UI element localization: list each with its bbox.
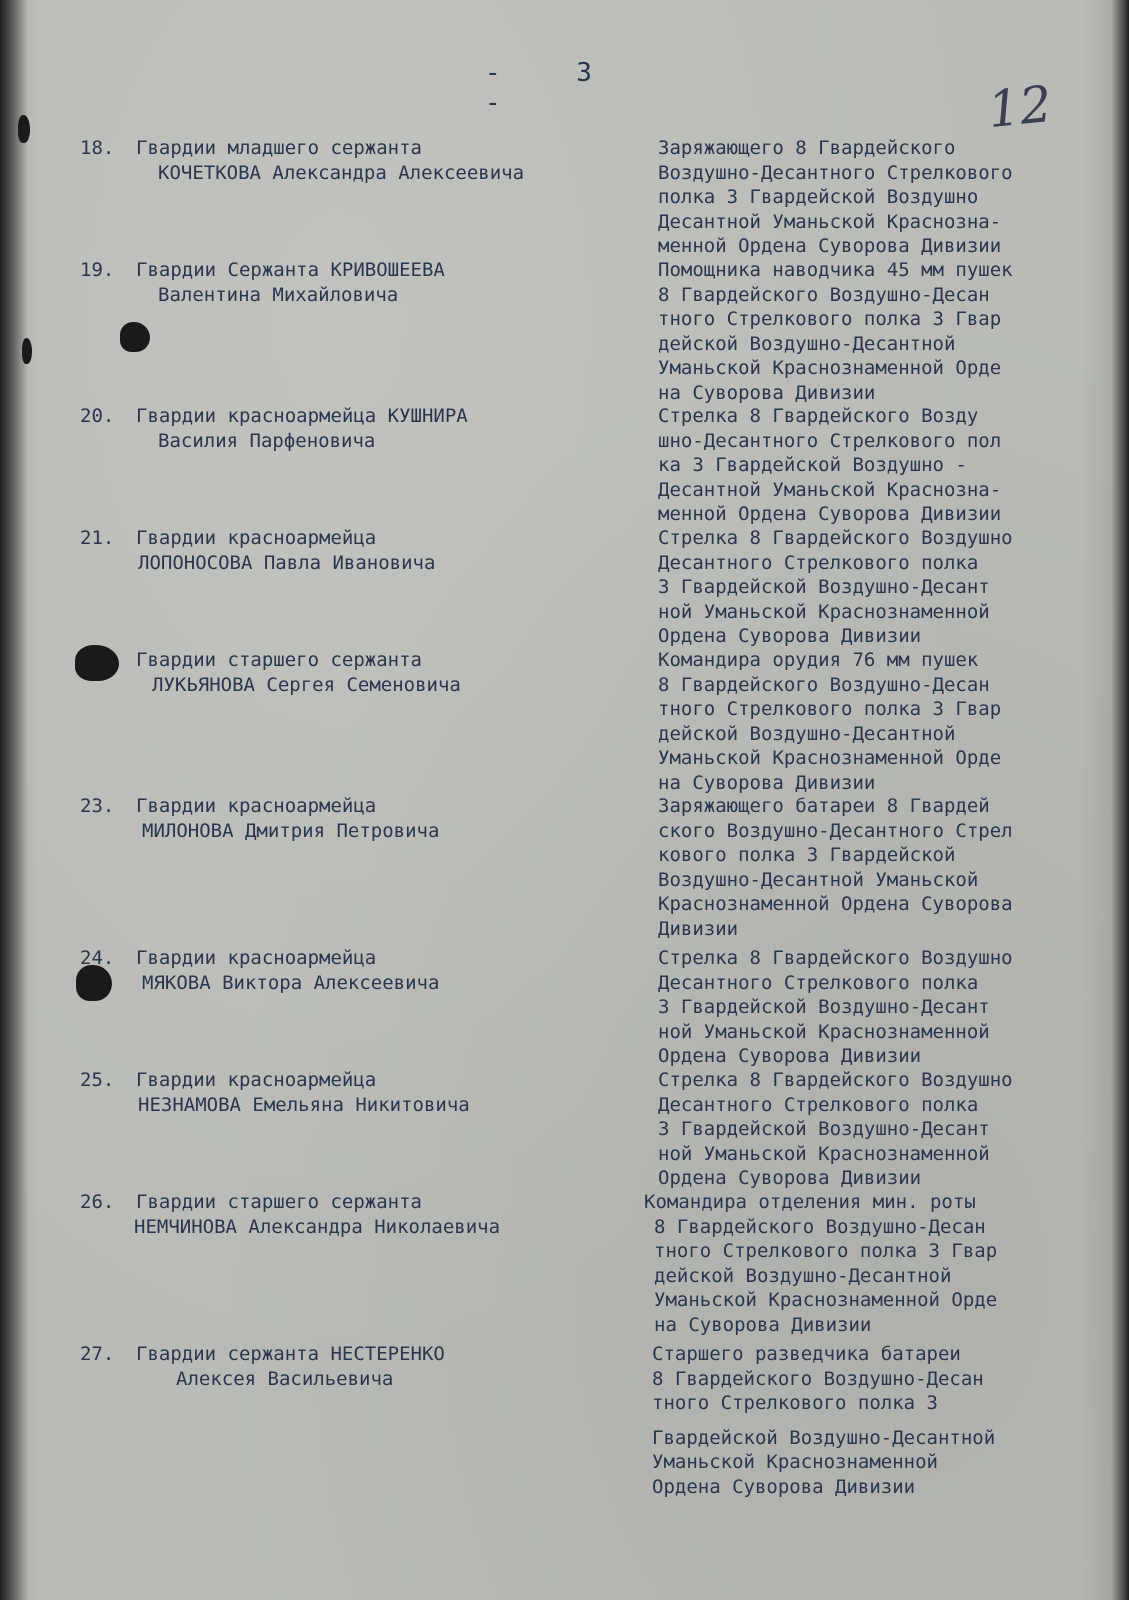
recipient-block (80, 1068, 640, 1118)
position-line: Десантной Уманьской Краснозна- (658, 478, 1002, 501)
position-description (658, 1068, 1118, 1191)
position-line: Заряжающего батареи 8 Гвардей (658, 795, 990, 817)
page-number: - 3 - (485, 58, 622, 118)
position-description (652, 1342, 1112, 1499)
position-line: дейской Воздушно-Десантной (658, 722, 956, 745)
position-line: на Суворова Дивизии (658, 771, 876, 794)
position-line: Стрелка 8 Гвардейского Возду (658, 405, 979, 427)
entry-number: 19. (80, 259, 115, 281)
position-line: ной Уманьской Краснознаменной (658, 600, 990, 623)
position-line: Десантного Стрелкового полка (658, 971, 979, 994)
position-description (644, 1190, 1104, 1337)
recipient-block (80, 404, 640, 454)
recipient-block (80, 1342, 640, 1392)
entry-number: 18. (80, 137, 115, 159)
position-line: кового полка 3 Гвардейской (658, 844, 956, 866)
position-line: 3 Гвардейской Воздушно-Десант (658, 1118, 990, 1140)
entry-number: 23. (80, 795, 115, 817)
recipient-rank: Гвардии старшего сержанта (136, 649, 422, 671)
recipient-rank: Гвардии сержанта НЕСТЕРЕНКО (136, 1343, 445, 1365)
position-line: тного Стрелкового полка 3 Гвар (654, 1240, 998, 1262)
position-line: менной Ордена Суворова Дивизии (658, 503, 1002, 525)
position-line: Стрелка 8 Гвардейского Воздушно (658, 527, 1013, 549)
recipient-name: НЕМЧИНОВА Александра Николаевича (134, 1216, 501, 1238)
position-line: 8 Гвардейского Воздушно-Десан (658, 283, 990, 306)
page-left-edge (0, 0, 28, 1600)
position-line: 8 Гвардейского Воздушно-Десан (654, 1215, 986, 1238)
position-line: Стрелка 8 Гвардейского Воздушно (658, 947, 1013, 969)
position-line: дейской Воздушно-Десантной (654, 1264, 952, 1287)
position-line: Старшего разведчика батареи (652, 1343, 961, 1365)
position-line-gap (652, 1416, 1112, 1426)
recipient-block (80, 526, 640, 576)
position-line: тного Стрелкового полка 3 Гвар (658, 308, 1002, 330)
handwritten-page-mark: 12 (985, 74, 1055, 140)
position-line: ского Воздушно-Десантного Стрел (658, 819, 1013, 842)
position-line: 3 Гвардейской Воздушно-Десант (658, 996, 990, 1018)
entry-number: 21. (80, 527, 115, 549)
position-line: 8 Гвардейского Воздушно-Десан (658, 673, 990, 696)
punch-hole (22, 338, 32, 364)
position-line: дейской Воздушно-Десантной (658, 332, 956, 355)
recipient-name: МЯКОВА Виктора Алексеевича (142, 972, 440, 994)
position-description (658, 136, 1118, 259)
position-line: Стрелка 8 Гвардейского Воздушно (658, 1069, 1013, 1091)
position-line: Гвардейской Воздушно-Десантной (652, 1426, 996, 1449)
recipient-rank: Гвардии красноармейца (136, 947, 377, 969)
position-line: Ордена Суворова Дивизии (658, 625, 922, 647)
recipient-name: Алексея Васильевича (176, 1368, 394, 1390)
entry-number: 24. (80, 947, 115, 969)
recipient-name: ЛУКЬЯНОВА Сергея Семеновича (152, 674, 461, 696)
position-line: Командира отделения мин. роты (644, 1191, 976, 1213)
position-description (658, 404, 1118, 527)
position-line: ной Уманьской Краснознаменной (658, 1142, 990, 1165)
entry-number: 25. (80, 1069, 115, 1091)
position-line: шно-Десантного Стрелкового пол (658, 429, 1002, 452)
recipient-rank: Гвардии младшего сержанта (136, 137, 422, 159)
position-description (658, 526, 1118, 649)
recipient-block (80, 136, 640, 186)
recipient-block (80, 946, 640, 996)
position-line: Помощника наводчика 45 мм пушек (658, 259, 1013, 281)
recipient-name: Василия Парфеновича (158, 430, 376, 452)
recipient-name: ЛОПОНОСОВА Павла Ивановича (138, 552, 436, 574)
recipient-block (80, 258, 640, 308)
position-line: Воздушно-Десантной Уманьской (658, 868, 979, 891)
position-line: Дивизии (658, 917, 739, 940)
position-line: Воздушно-Десантного Стрелкового (658, 161, 1013, 184)
recipient-rank: Гвардии красноармейца КУШНИРА (136, 405, 468, 427)
position-line: Ордена Суворова Дивизии (658, 1045, 922, 1067)
position-description (658, 946, 1118, 1069)
position-line: Десантного Стрелкового полка (658, 551, 979, 574)
position-line: Уманьской Краснознаменной Орде (658, 747, 1002, 769)
entry-number: 27. (80, 1343, 115, 1365)
recipient-block (80, 794, 640, 844)
recipient-block (80, 1190, 640, 1240)
position-line: 3 Гвардейской Воздушно-Десант (658, 576, 990, 598)
punch-hole (120, 322, 150, 352)
position-line: тного Стрелкового полка 3 Гвар (658, 698, 1002, 720)
recipient-name: КОЧЕТКОВА Александра Алексеевича (158, 162, 525, 184)
recipient-name: Валентина Михайловича (158, 284, 399, 306)
recipient-rank: Гвардии красноармейца (136, 527, 377, 549)
position-line: на Суворова Дивизии (654, 1313, 872, 1336)
position-line: Уманьской Краснознаменной Орде (658, 357, 1002, 379)
position-line: ной Уманьской Краснознаменной (658, 1020, 990, 1043)
position-line: ка 3 Гвардейской Воздушно - (658, 454, 967, 476)
position-line: менной Ордена Суворова Дивизии (658, 235, 1002, 257)
entry-number: 20. (80, 405, 115, 427)
position-line: Заряжающего 8 Гвардейского (658, 137, 956, 159)
position-description (658, 258, 1118, 405)
position-line: Уманьской Краснознаменной Орде (654, 1289, 998, 1311)
position-description (658, 648, 1118, 795)
position-line: тного Стрелкового полка 3 (652, 1392, 938, 1414)
punch-hole (18, 115, 30, 143)
position-line: Ордена Суворова Дивизии (658, 1167, 922, 1189)
recipient-block (80, 648, 640, 698)
position-line: 8 Гвардейского Воздушно-Десан (652, 1367, 984, 1390)
position-description (658, 794, 1118, 941)
position-line: Краснознаменной Ордена Суворова (658, 893, 1013, 915)
recipient-name: МИЛОНОВА Дмитрия Петровича (142, 820, 440, 842)
entry-number: 26. (80, 1191, 115, 1213)
position-line: Уманьской Краснознаменной (652, 1451, 938, 1473)
position-line: Командира орудия 76 мм пушек (658, 649, 979, 671)
position-line: полка 3 Гвардейской Воздушно (658, 186, 979, 208)
recipient-name: НЕЗНАМОВА Емельяна Никитовича (138, 1094, 470, 1116)
position-line: Десантной Уманьской Краснозна- (658, 210, 1002, 233)
recipient-rank: Гвардии красноармейца (136, 1069, 377, 1091)
position-line: Десантного Стрелкового полка (658, 1093, 979, 1116)
position-line: Ордена Суворова Дивизии (652, 1475, 916, 1498)
recipient-rank: Гвардии красноармейца (136, 795, 377, 817)
recipient-rank: Гвардии Сержанта КРИВОШЕЕВА (136, 259, 445, 281)
recipient-rank: Гвардии старшего сержанта (136, 1191, 422, 1213)
position-line: на Суворова Дивизии (658, 381, 876, 404)
